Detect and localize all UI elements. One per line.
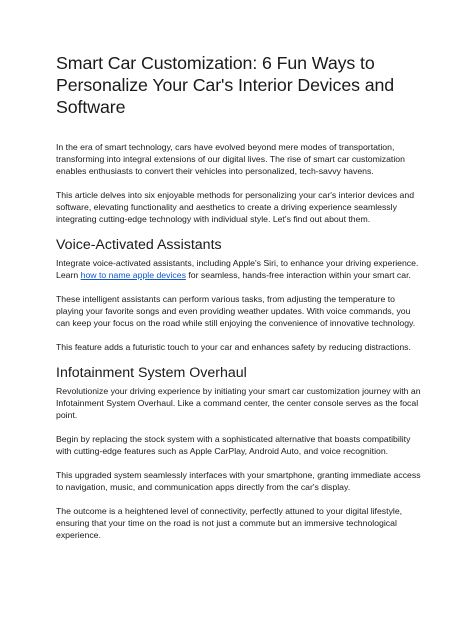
infotainment-paragraph-2: Begin by replacing the stock system with a sophisticated alternative that boasts compatibility with cutting-edge features such as Apple CarPlay, Android Auto, and voice recognition. — [56, 434, 411, 456]
voice-assistants-paragraph-3: This feature adds a futuristic touch to your car and enhances safety by reducing distractions. — [56, 342, 411, 352]
voice-assistants-paragraph-1 — [56, 257, 422, 281]
infotainment-paragraph-3: This upgraded system seamlessly interfaces with your smartphone, granting immediate access to navigation, music, and communication apps directly from the car's display. — [56, 470, 421, 492]
voice-assistants-text-after-link: for seamless, hands-free interaction within your smart car. — [185, 270, 411, 280]
infotainment-paragraph-1: Revolutionize your driving experience by initiating your smart car customization journey with an Infotainment System Overhaul. Like a command center, the center console serves as the focal point. — [56, 386, 421, 420]
article-title: Smart Car Customization: 6 Fun Ways to Personalize Your Car's Interior Devices and Software — [56, 53, 395, 117]
voice-assistants-paragraph-2: These intelligent assistants can perform various tasks, from adjusting the temperature to playing your favorite songs and even providing weather updates. With voice commands, you can keep your focus on the road while still enjoying the convenience of innovative technology. — [56, 294, 416, 328]
voice-assistants-text-before-link: Integrate voice-activated assistants, including Apple's Siri, to enhance your driving experience. Learn — [56, 258, 419, 280]
section-heading-infotainment: Infotainment System Overhaul — [56, 365, 247, 381]
intro-paragraph-1: In the era of smart technology, cars have evolved beyond mere modes of transportation, transforming into integral extensions of our digital lives. The rise of smart car customization enables enthusiasts to convert their vehicles into personalized, tech-savvy havens. — [56, 142, 405, 176]
infotainment-paragraph-4: The outcome is a heightened level of connectivity, perfectly attuned to your digital lifestyle, ensuring that your time on the road is not just a commute but an immersive technological experience. — [56, 506, 403, 540]
document-page — [56, 52, 422, 553]
section-heading-voice-assistants: Voice-Activated Assistants — [56, 237, 222, 253]
how-to-name-apple-devices-link[interactable]: how to name apple devices — [80, 270, 186, 280]
intro-paragraph-2: This article delves into six enjoyable methods for personalizing your car's interior devices and software, elevating functionality and aesthetics to create a driving experience seamlessly integrating cutting-edge technology with individual style. Let's find out about them. — [56, 190, 415, 224]
